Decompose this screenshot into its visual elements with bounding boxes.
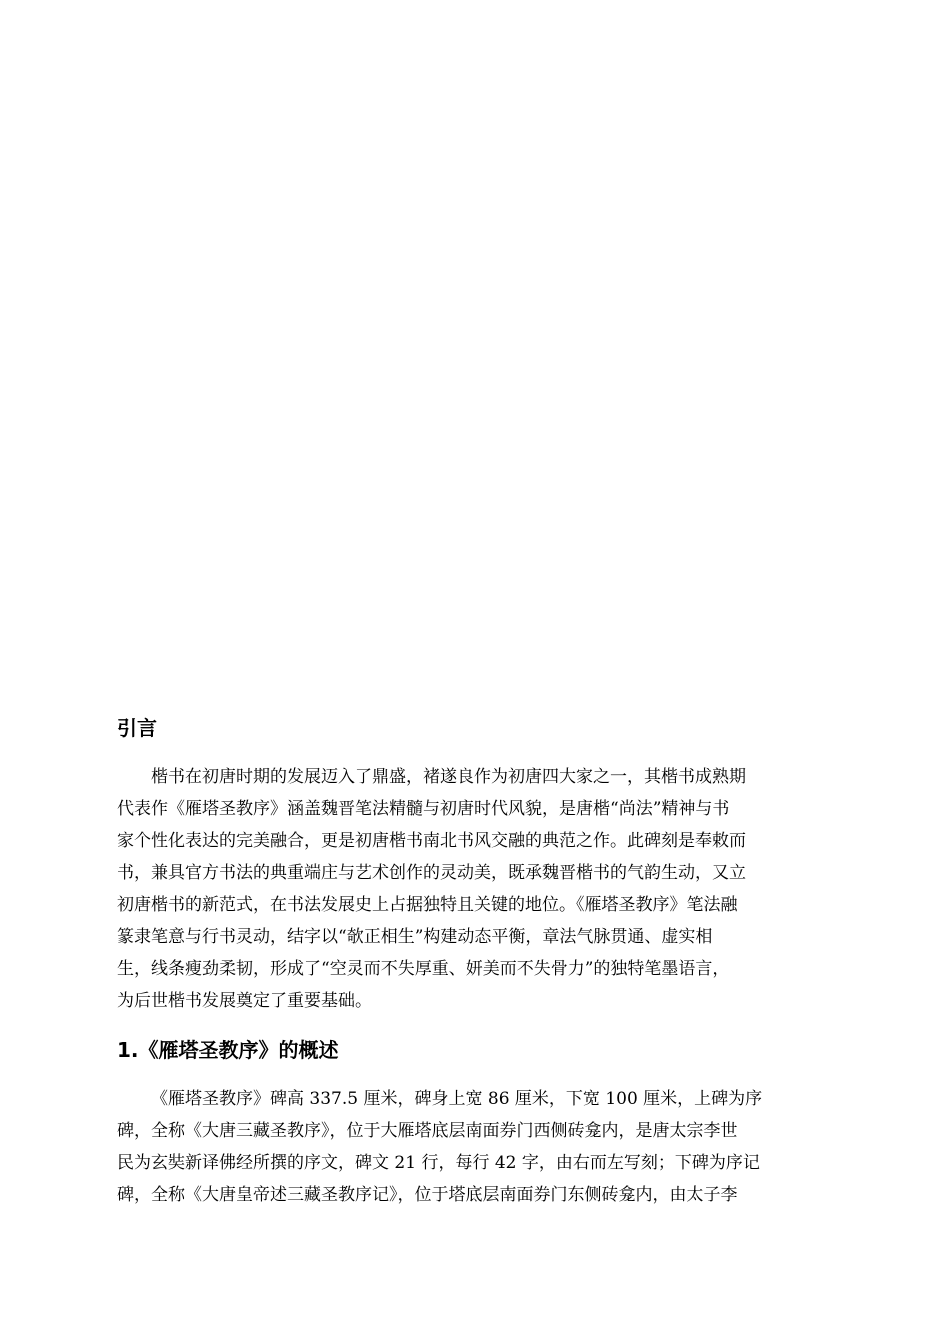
text-line: 《雁塔圣教序》碑高 337.5 厘米，碑身上宽 86 厘米，下宽 100 厘米，上碑为序 — [151, 1089, 763, 1109]
text-line: 篆隶笔意与行书灵动，结字以“欹正相生”构建动态平衡，章法气脉贯通、虚实相 — [117, 927, 713, 947]
text-line: 碑，全称《大唐皇帝述三藏圣教序记》，位于塔底层南面券门东侧砖龛内，由太子李 — [117, 1185, 738, 1205]
text-line: 代表作《雁塔圣教序》涵盖魏晋笔法精髓与初唐时代风貌，是唐楷“尚法”精神与书 — [117, 799, 730, 819]
text-line: 初唐楷书的新范式，在书法发展史上占据独特且关键的地位。《雁塔圣教序》笔法融 — [117, 895, 738, 915]
paragraph-introduction — [117, 761, 837, 1017]
text-line: 生，线条瘦劲柔韧，形成了“空灵而不失厚重、妍美而不失骨力”的独特笔墨语言， — [117, 959, 730, 979]
section-heading-overview: 1.《雁塔圣教序》的概述 — [117, 1038, 339, 1062]
text-line: 家个性化表达的完美融合，更是初唐楷书南北书风交融的典范之作。此碑刻是奉敕而 — [117, 831, 746, 851]
section-heading-introduction: 引言 — [117, 716, 157, 740]
text-line: 书，兼具官方书法的典重端庄与艺术创作的灵动美，既承魏晋楷书的气韵生动，又立 — [117, 863, 746, 883]
text-line: 碑，全称《大唐三藏圣教序》，位于大雁塔底层南面券门西侧砖龛内，是唐太宗李世 — [117, 1121, 738, 1141]
text-line: 民为玄奘新译佛经所撰的序文，碑文 21 行，每行 42 字，由右而左写刻；下碑为序记 — [117, 1153, 760, 1173]
text-line: 楷书在初唐时期的发展迈入了鼎盛，褚遂良作为初唐四大家之一，其楷书成熟期 — [151, 767, 746, 787]
text-line: 为后世楷书发展奠定了重要基础。 — [117, 991, 372, 1011]
paragraph-overview — [117, 1083, 837, 1211]
